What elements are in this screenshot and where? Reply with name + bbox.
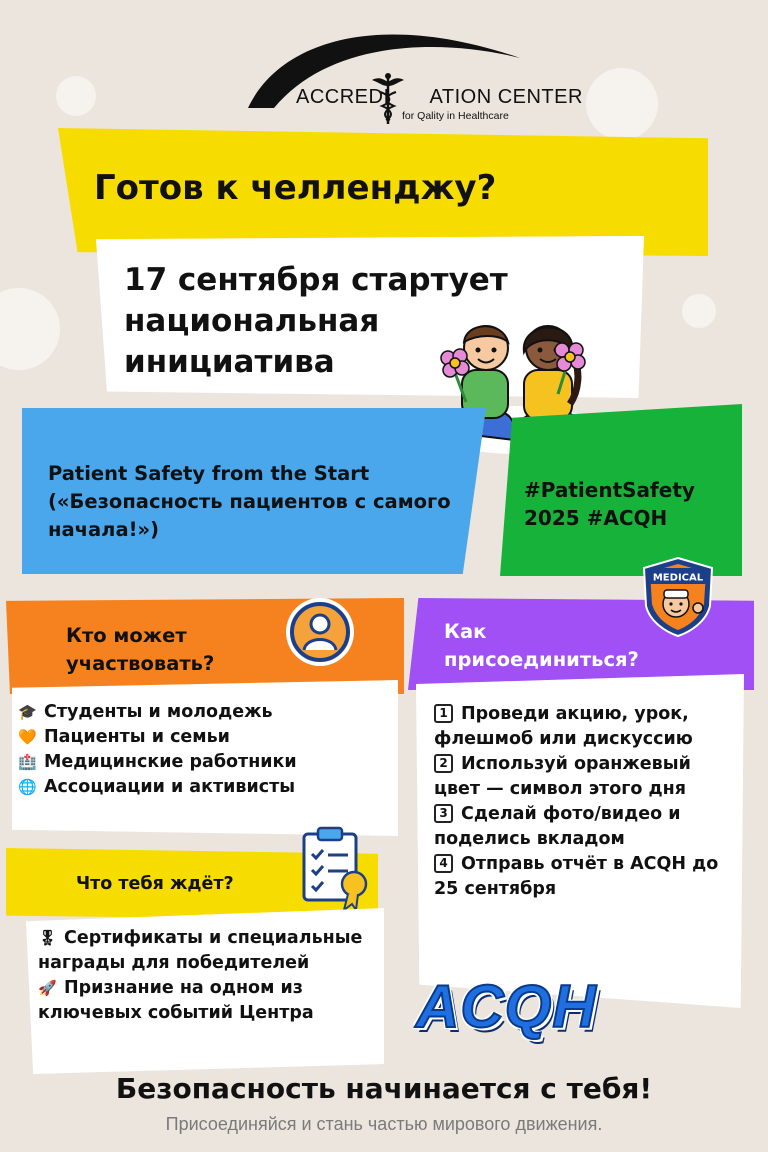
logo-name: ACCREDI ATION CENTER — [296, 86, 583, 108]
step-number: 2 — [434, 754, 453, 773]
person-icon — [284, 596, 356, 668]
medical-badge-label: MEDICAL — [652, 572, 704, 584]
acqh-logo: ACQH — [416, 973, 597, 1040]
footer-slogan: Безопасность начинается с тебя! — [115, 1072, 653, 1105]
step-item: 4 Отправь отчёт в ACQH до 25 сентября — [434, 854, 719, 899]
list-item: 🚀 Признание на одном из ключевых событий Центра — [38, 978, 314, 1023]
announcement-text: 17 сентября стартует национальная инициатива — [124, 262, 508, 380]
graduation-cap-icon: 🎓 — [18, 703, 37, 721]
medical-badge-icon — [640, 556, 716, 638]
how-title: Как присоединиться? — [444, 620, 639, 671]
step-number: 1 — [434, 704, 453, 723]
decor-bubble — [56, 76, 96, 116]
decor-bubble — [586, 68, 658, 140]
list-item: 🎓 Студенты и молодежь — [18, 700, 398, 725]
step-number: 3 — [434, 804, 453, 823]
list-item: 🌐 Ассоциации и активисты — [18, 775, 398, 800]
decor-bubble — [0, 288, 60, 370]
hospital-icon: 🏥 — [18, 753, 37, 771]
heart-icon: 🧡 — [18, 728, 37, 746]
headline: Готов к челленджу? — [94, 168, 497, 208]
rewards-title: Что тебя ждёт? — [76, 874, 234, 894]
hashtags: #PatientSafety 2025 #ACQH — [524, 478, 695, 530]
checklist-certificate-icon — [300, 826, 370, 912]
initiative-name: Patient Safety from the Start («Безопасность пациентов с самого начала!») — [48, 462, 451, 541]
globe-icon: 🌐 — [18, 778, 37, 796]
decor-bubble — [682, 294, 716, 328]
list-item: 🏥 Медицинские работники — [18, 750, 398, 775]
medal-icon: 🎖 — [38, 929, 58, 947]
step-item: 3 Сделай фото/видео и поделись вкладом — [434, 804, 681, 849]
logo-subtitle: for Qality in Healthcare — [402, 110, 509, 122]
step-item: 2 Используй оранжевый цвет — символ этого дня — [434, 754, 691, 799]
who-list — [18, 700, 398, 800]
list-item: 🎖 Сертификаты и специальные награды для победителей — [38, 928, 363, 973]
list-item: 🧡 Пациенты и семьи — [18, 725, 398, 750]
step-number: 4 — [434, 854, 453, 873]
footer-subtext: Присоединяйся и стань частью мирового движения. — [165, 1114, 603, 1134]
who-title: Кто может участвовать? — [66, 624, 215, 675]
step-item: 1 Проведи акцию, урок, флешмоб или дискуссию — [434, 704, 693, 749]
how-steps — [434, 702, 734, 902]
rewards-list — [38, 926, 378, 1026]
rocket-icon: 🚀 — [38, 979, 57, 997]
